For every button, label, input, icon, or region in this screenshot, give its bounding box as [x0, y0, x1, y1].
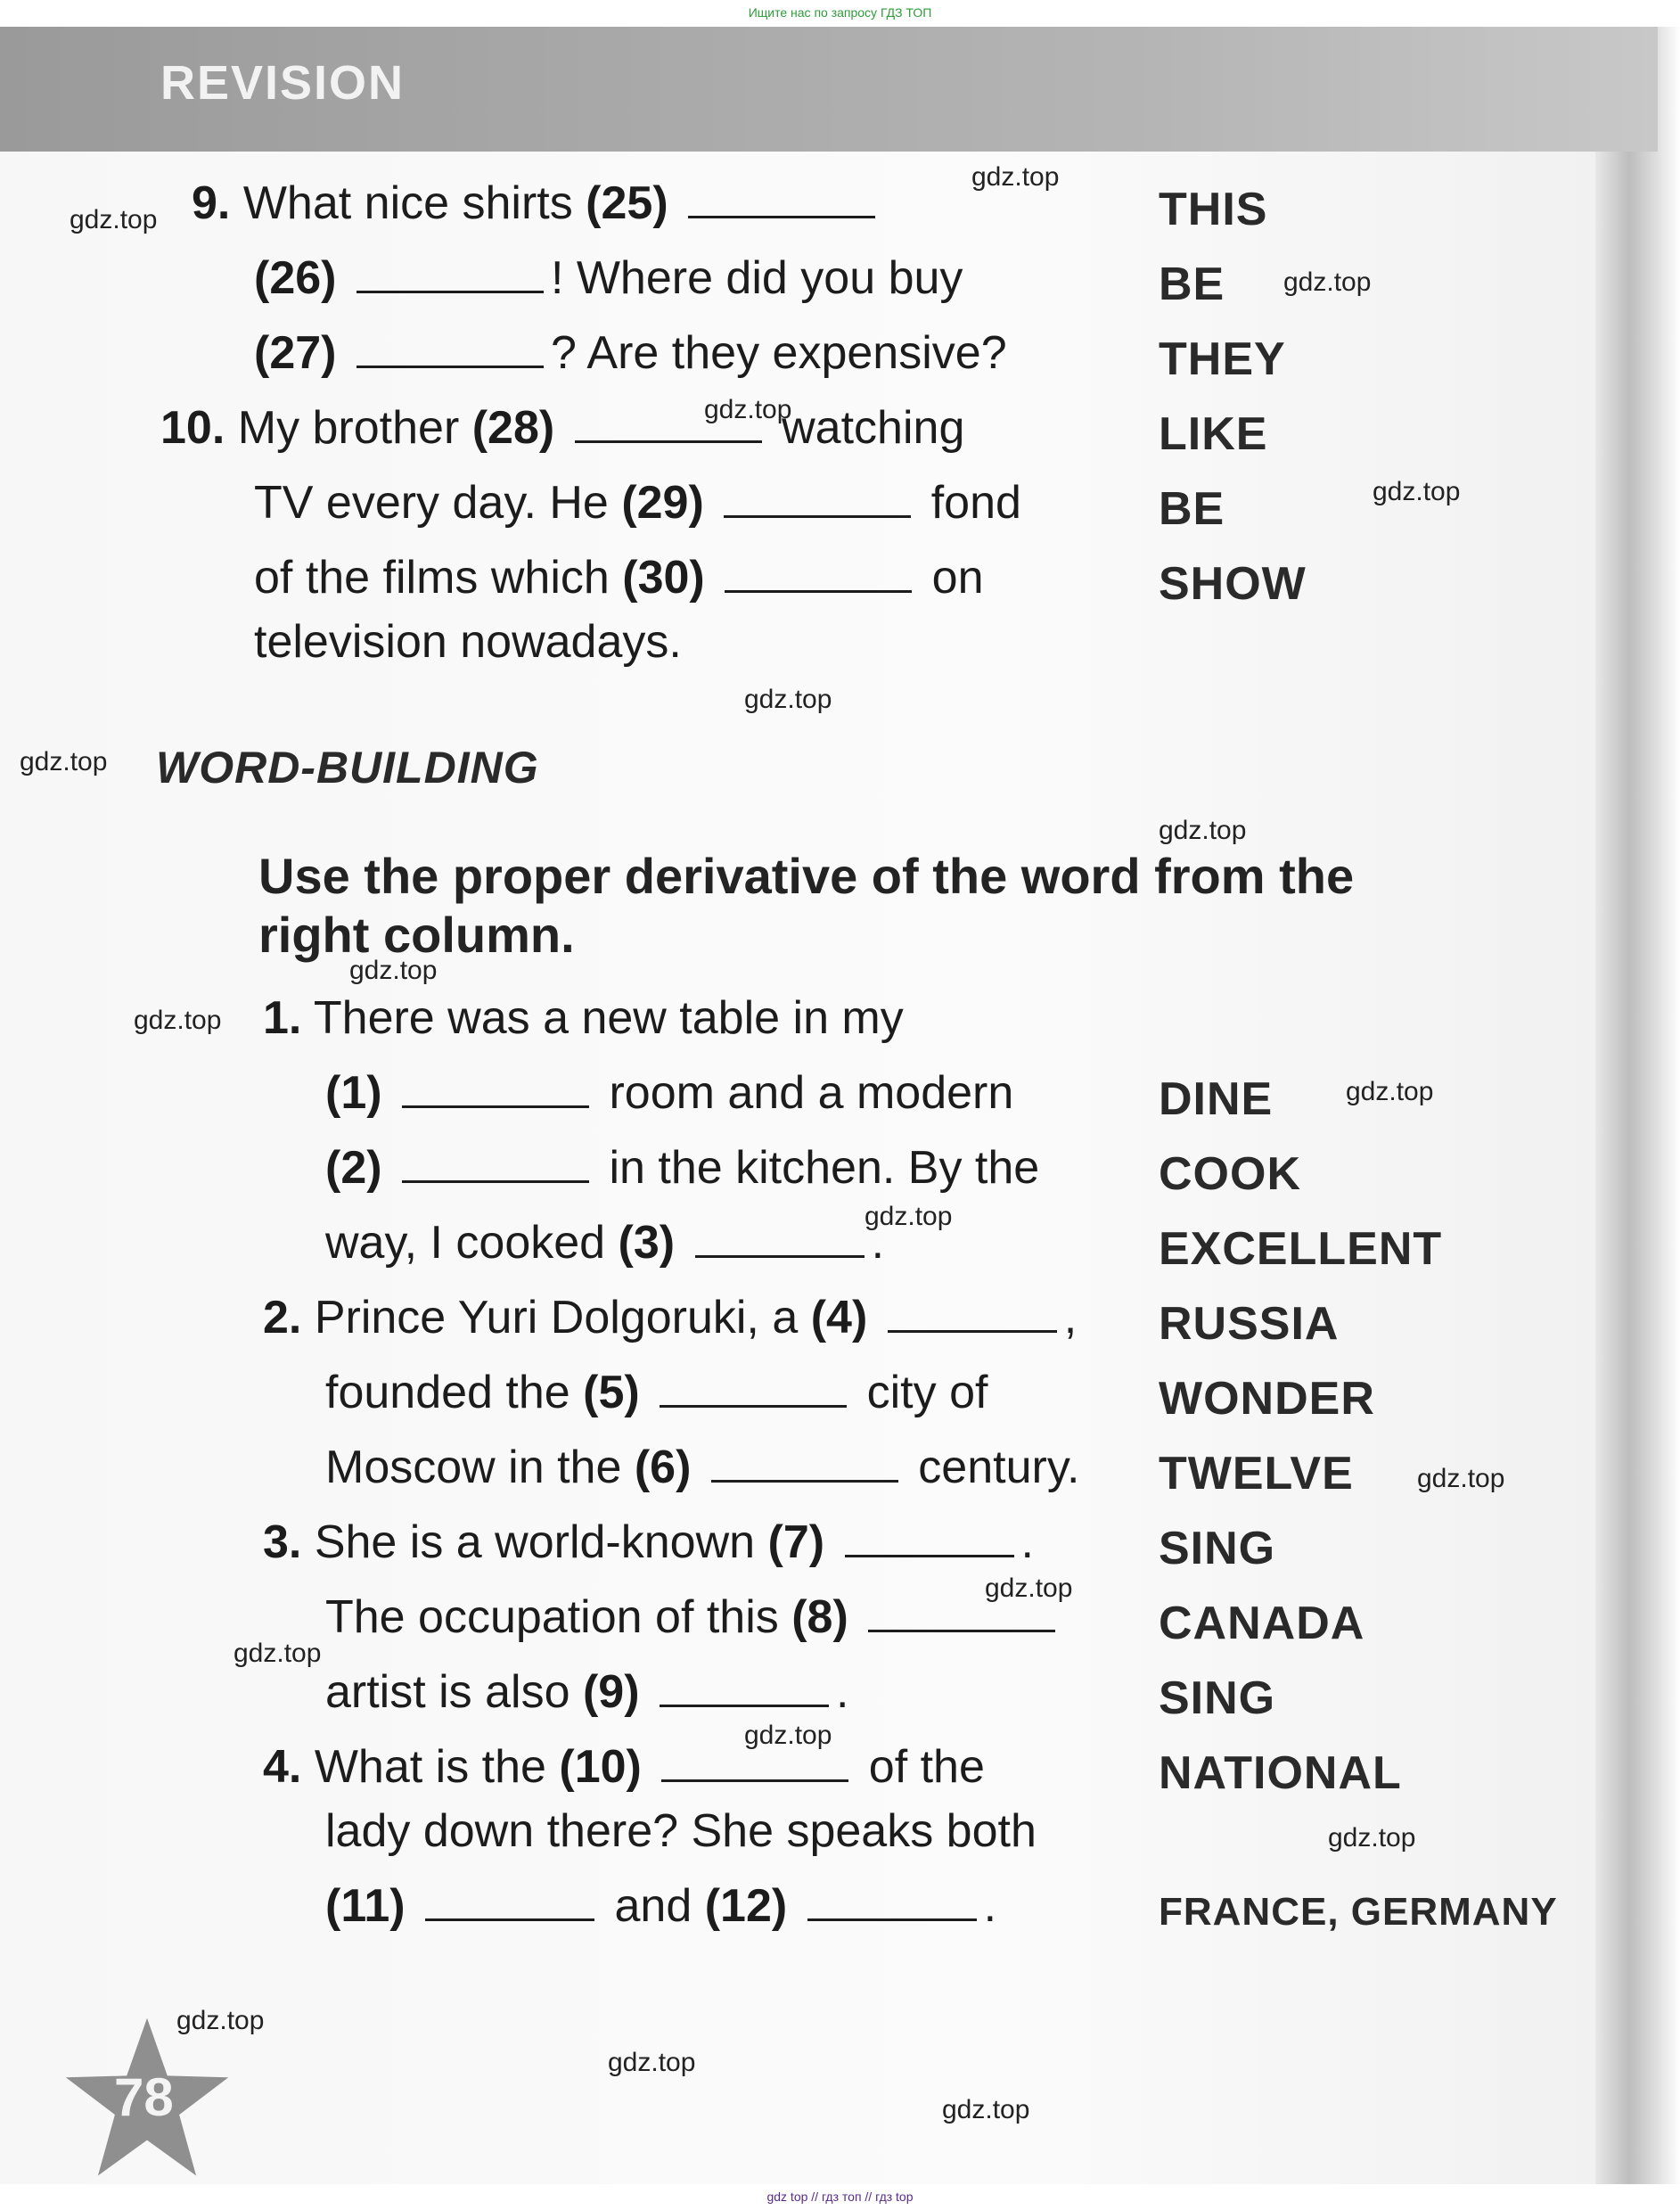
line-text: The occupation of this: [325, 1591, 779, 1643]
item-number: 1.: [263, 992, 302, 1044]
line-text: There was a new table in my: [313, 992, 904, 1044]
answer-blank[interactable]: [660, 1373, 847, 1408]
exercise-line: [325, 1066, 1013, 1120]
exercise-line: [325, 1216, 884, 1269]
line-text: in the kitchen. By the: [609, 1142, 1040, 1194]
answer-blank[interactable]: [807, 1886, 977, 1921]
gap-number: (28): [471, 402, 555, 454]
gap-number: (5): [583, 1367, 640, 1418]
cue-word: THIS: [1159, 184, 1268, 235]
exercise-line: [325, 1879, 996, 1933]
watermark: gdz.top: [349, 956, 438, 985]
gap-number: (2): [325, 1142, 382, 1194]
answer-blank[interactable]: [425, 1886, 594, 1921]
line-text: on: [931, 552, 984, 604]
line-text: city of: [866, 1367, 988, 1418]
line-text: .: [871, 1217, 885, 1269]
watermark: gdz.top: [704, 395, 792, 424]
line-text: and: [614, 1880, 692, 1932]
item-number: 3.: [263, 1516, 302, 1568]
cue-word: SING: [1159, 1672, 1276, 1724]
exercise-line: [263, 1740, 985, 1794]
answer-blank[interactable]: [695, 1223, 865, 1258]
answer-blank[interactable]: [725, 558, 912, 593]
cue-word: SING: [1159, 1523, 1276, 1574]
watermark: gdz.top: [985, 1573, 1073, 1603]
line-text: century.: [918, 1442, 1080, 1493]
exercise-line: [325, 1665, 848, 1719]
watermark: gdz.top: [971, 162, 1060, 192]
bottom-note: gdz top // гдз топ // гдз top: [766, 2189, 914, 2204]
answer-blank[interactable]: [660, 1672, 829, 1707]
line-text: What is the: [314, 1741, 546, 1793]
answer-blank[interactable]: [711, 1448, 898, 1483]
line-text: artist is also: [325, 1666, 570, 1718]
cue-word: COOK: [1159, 1148, 1301, 1200]
line-text: room and a modern: [609, 1067, 1014, 1119]
line-text: of the films which: [254, 552, 610, 604]
exercise-line: [325, 1590, 1062, 1644]
line-text: ? Are they expensive?: [550, 327, 1007, 379]
watermark: gdz.top: [234, 1639, 322, 1668]
line-text: ,: [1063, 1292, 1078, 1343]
line-text: TV every day. He: [254, 477, 609, 529]
answer-blank[interactable]: [845, 1523, 1014, 1557]
exercise-line: [254, 251, 963, 305]
gap-number: (3): [618, 1217, 676, 1269]
exercise-line: [325, 1441, 1079, 1494]
watermark: gdz.top: [70, 205, 158, 234]
answer-blank[interactable]: [661, 1747, 848, 1782]
answer-blank[interactable]: [888, 1298, 1057, 1333]
instruction-line: Use the proper derivative of the word from the: [258, 848, 1355, 904]
item-number: 2.: [263, 1292, 302, 1343]
cue-word: DINE: [1159, 1073, 1274, 1125]
gap-number: (11): [325, 1880, 406, 1932]
section-title: WORD-BUILDING: [156, 743, 539, 793]
answer-blank[interactable]: [356, 333, 544, 368]
cue-word: RUSSIA: [1159, 1298, 1340, 1350]
watermark: gdz.top: [1159, 816, 1247, 845]
line-text: What nice shirts: [242, 177, 573, 229]
gap-number: (29): [621, 477, 704, 529]
line-text: watching: [782, 402, 965, 454]
line-text: Prince Yuri Dolgoruki, a: [314, 1292, 799, 1343]
cue-word: BE: [1159, 259, 1225, 310]
gap-number: (10): [559, 1741, 642, 1793]
cue-word: LIKE: [1159, 408, 1268, 460]
exercise-line: [254, 326, 1007, 380]
line-text: .: [983, 1880, 997, 1932]
exercise-line: [263, 991, 904, 1045]
exercise-line: [263, 1516, 1034, 1569]
watermark: gdz.top: [20, 747, 108, 776]
watermark: gdz.top: [1328, 1823, 1416, 1853]
line-text: ! Where did you buy: [550, 252, 963, 304]
exercise-line: [254, 615, 682, 669]
line-text: My brother: [237, 402, 460, 454]
exercise-line: [254, 551, 984, 604]
cue-word: CANADA: [1159, 1598, 1365, 1649]
top-note: Ищите нас по запросу ГДЗ ТОП: [748, 5, 932, 20]
gap-number: (1): [325, 1067, 382, 1119]
answer-blank[interactable]: [402, 1148, 589, 1183]
item-number: 4.: [263, 1741, 302, 1793]
exercise-line: [325, 1366, 988, 1419]
cue-word: BE: [1159, 483, 1225, 535]
line-text: fond: [930, 477, 1021, 529]
item-number: 9.: [192, 177, 231, 229]
watermark: gdz.top: [608, 2048, 696, 2077]
line-text: of the: [868, 1741, 985, 1793]
cue-word: FRANCE, GERMANY: [1159, 1890, 1558, 1934]
exercise-line: [263, 1291, 1077, 1344]
gap-number: (7): [767, 1516, 825, 1568]
watermark: gdz.top: [744, 1721, 832, 1750]
gap-number: (30): [622, 552, 705, 604]
watermark: gdz.top: [942, 2095, 1030, 2124]
gap-number: (25): [586, 177, 668, 229]
answer-blank[interactable]: [402, 1073, 589, 1108]
exercise-line: [160, 401, 964, 455]
gap-number: (4): [810, 1292, 868, 1343]
item-number: 10.: [160, 402, 225, 454]
line-text: founded the: [325, 1367, 570, 1418]
cue-word: SHOW: [1159, 558, 1307, 610]
exercise-line: [192, 177, 882, 230]
cue-word: NATIONAL: [1159, 1747, 1402, 1799]
exercise-line: [254, 476, 1021, 530]
line-text: Moscow in the: [325, 1442, 622, 1493]
watermark: gdz.top: [1417, 1464, 1505, 1493]
line-text: .: [1020, 1516, 1034, 1568]
cue-word: EXCELLENT: [1159, 1223, 1443, 1275]
watermark: gdz.top: [744, 685, 832, 714]
line-text: way, I cooked: [325, 1217, 606, 1269]
gap-number: (12): [704, 1880, 788, 1932]
cue-word: TWELVE: [1159, 1448, 1354, 1499]
answer-blank[interactable]: [688, 184, 875, 218]
watermark: gdz.top: [176, 2006, 265, 2035]
line-text: lady down there? She speaks both: [325, 1805, 1037, 1857]
gap-number: (6): [634, 1442, 692, 1493]
page-number: 78: [114, 2067, 174, 2127]
page-header-title: REVISION: [160, 56, 406, 110]
line-text: .: [836, 1666, 849, 1718]
book-spine-shadow: [1595, 27, 1680, 2184]
line-text: She is a world-known: [314, 1516, 756, 1568]
watermark: gdz.top: [1283, 267, 1372, 297]
cue-word: THEY: [1159, 333, 1286, 385]
exercise-line: [325, 1141, 1039, 1195]
cue-word: WONDER: [1159, 1373, 1375, 1425]
watermark: gdz.top: [1373, 477, 1461, 506]
answer-blank[interactable]: [356, 259, 544, 293]
exercise-line: [325, 1804, 1037, 1858]
answer-blank[interactable]: [724, 483, 911, 518]
gap-number: (9): [582, 1666, 640, 1718]
gap-number: (26): [254, 252, 337, 304]
line-text: television nowadays.: [254, 616, 682, 668]
gap-number: (8): [791, 1591, 848, 1643]
watermark: gdz.top: [865, 1202, 953, 1231]
gap-number: (27): [254, 327, 337, 379]
watermark: gdz.top: [1346, 1077, 1434, 1106]
watermark: gdz.top: [134, 1006, 222, 1035]
instruction-line: right column.: [258, 907, 575, 963]
